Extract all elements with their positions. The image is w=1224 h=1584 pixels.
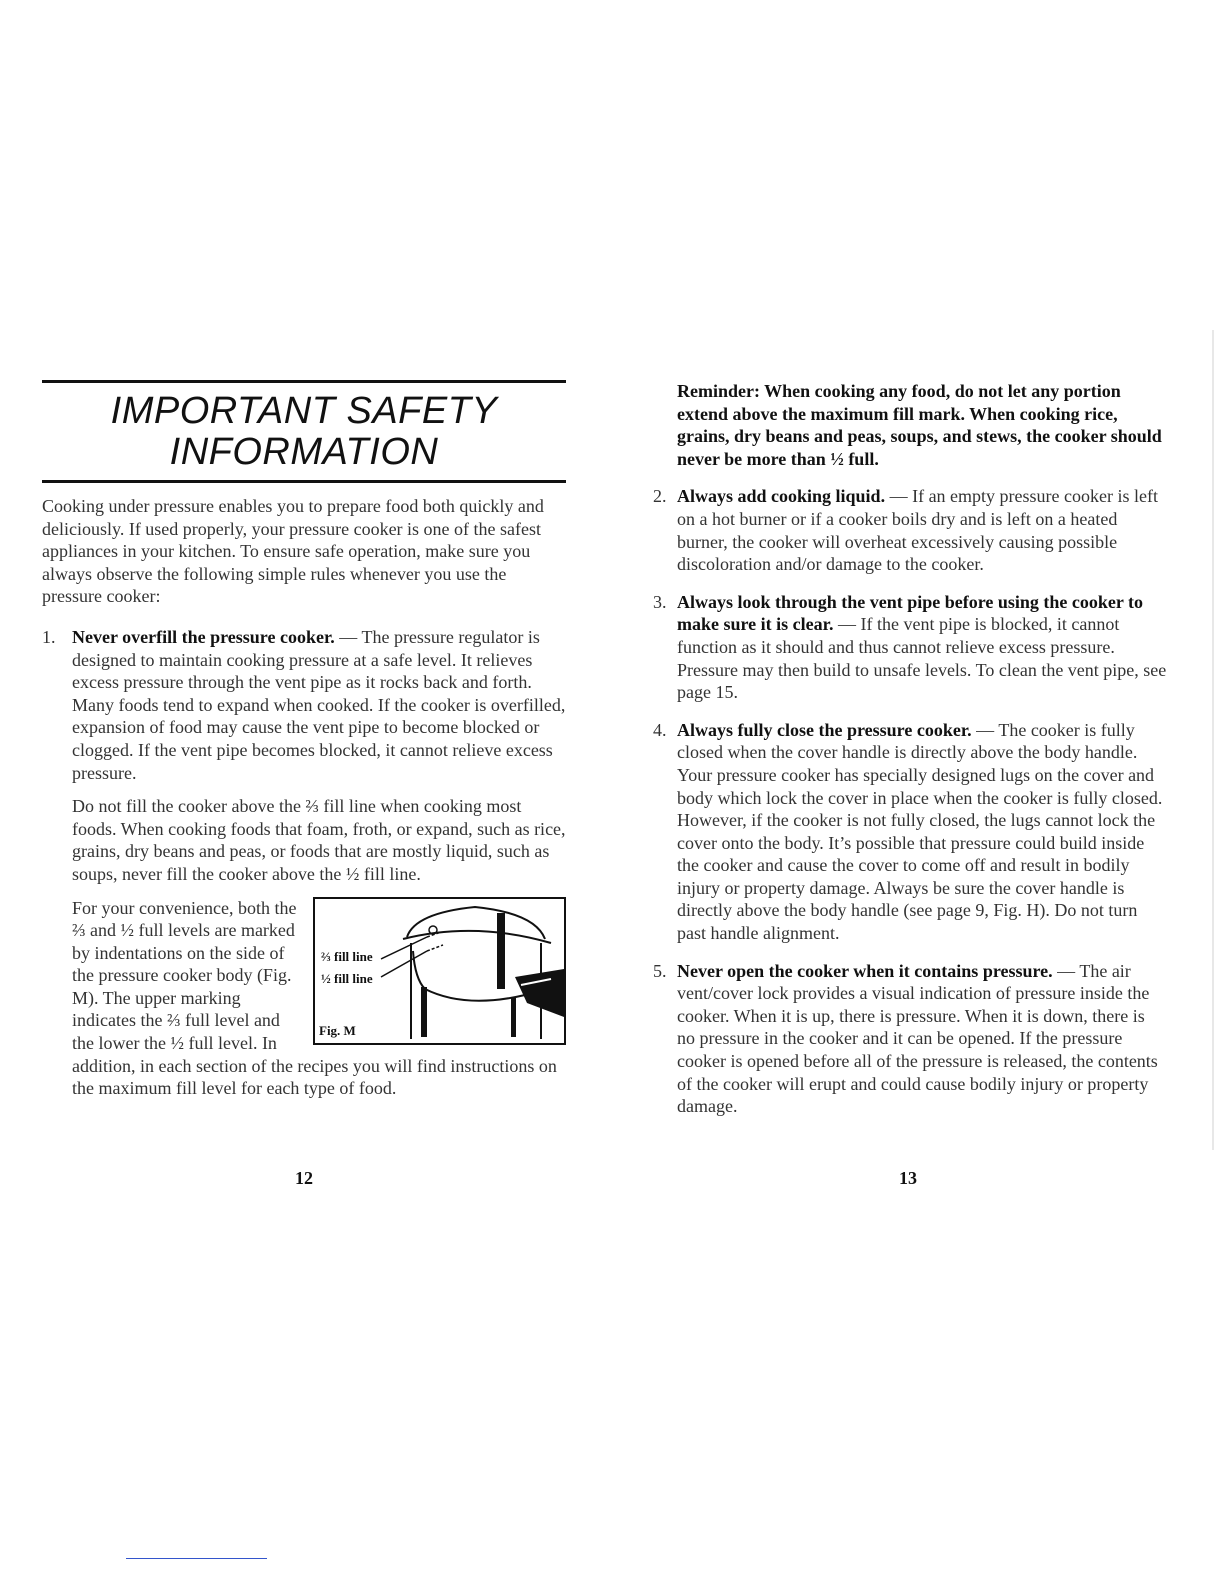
- title-line-2: INFORMATION: [169, 431, 439, 473]
- rule-number: 1.: [42, 626, 56, 647]
- rule-5-text: [677, 960, 1167, 1118]
- safety-rule-1: [42, 626, 566, 784]
- figure-m: [313, 897, 566, 1045]
- convenience-block: [72, 897, 566, 1100]
- title-bottom-rule: [42, 480, 566, 483]
- page-edge-shadow: [1212, 330, 1214, 1150]
- page-number-right: 13: [899, 1168, 917, 1188]
- safety-rule-2: [653, 485, 1167, 575]
- title-top-rule: [42, 380, 566, 383]
- rule-number: 2.: [653, 486, 667, 507]
- figure-caption: Fig. M: [319, 1022, 356, 1038]
- rule-number: 5.: [653, 960, 667, 981]
- rule-2-text: [677, 485, 1167, 575]
- intro-paragraph: Cooking under pressure enables you to prepare food both quickly and deliciously. If used properly, your pressure cooker is one of the safest appliances in your kitchen. To ensure safe operation, make sure you always observe the following simple rules whenever you use the pressure cooker:: [42, 496, 544, 607]
- safety-rule-5: [653, 960, 1167, 1118]
- rule-5-body: — The air vent/cover lock provides a visual indication of pressure inside the cooker. When it is up, there is pressure. When it is down, there is no pressure in the cooker and it can be opened. If the pressure cooker is opened before all of the pressure is released, the contents of the cooker will erupt and could cause bodily injury or property damage.: [677, 960, 1158, 1117]
- rule-1-text: [72, 626, 566, 784]
- rule-5-heading: Never open the cooker when it contains pressure.: [677, 960, 1053, 981]
- rule-4-text: [677, 719, 1167, 945]
- fill-line-paragraph: Do not fill the cooker above the ⅔ fill line when cooking most foods. When cooking foods that foam, froth, or expand, such as rice, grains, dry beans and peas, or foods that are mostly liquid, such as soups, never fill the cooker above the ½ fill line.: [72, 796, 566, 884]
- rule-number: 3.: [653, 591, 667, 612]
- footer-link-underline: [126, 1558, 267, 1559]
- rule-3-body: — If the vent pipe is blocked, it cannot function as it should and thus cannot relieve excess pressure. Pressure may then build to unsafe levels. To clean the vent pipe, see page 15.: [677, 614, 1167, 703]
- two-thirds-fill-label: ⅔ fill line: [321, 948, 373, 964]
- rule-number: 4.: [653, 719, 667, 740]
- rule-3-heading: Always look through the vent pipe before using the cooker to make sure it is clear.: [677, 591, 1144, 635]
- rule-4-heading: Always fully close the pressure cooker.: [677, 719, 972, 740]
- half-fill-label: ½ fill line: [321, 970, 373, 986]
- rule-1-body: — The pressure regulator is designed to maintain cooking pressure at a safe level. It relieves excess pressure through the vent pipe as it rocks back and forth. Many foods tend to expand when cooked. If the cooker is overfilled, expansion of food may cause the vent pipe to become blocked or clogged. If the vent pipe becomes blocked, it cannot relieve excess pressure.: [72, 626, 566, 783]
- rule-4-body: — The cooker is fully closed when the cover handle is directly above the body handle. Your pressure cooker has specially designed lugs on the cover and body which lock the cover in place when the cooker is fully closed. However, if the cooker is not fully closed, the lugs cannot lock the cover onto the body. It’s possible that pressure could build inside the cooker and cause the cover to come off and result in bodily injury or property damage. Always be sure the cover handle is directly above the body handle (see page 9, Fig. H). Do not turn past handle alignment.: [677, 719, 1163, 944]
- left-page: [42, 380, 566, 1100]
- right-page: [653, 380, 1167, 1118]
- title-line-1: IMPORTANT SAFETY: [110, 390, 498, 432]
- page-title: [42, 391, 566, 473]
- safety-rule-3: [653, 591, 1167, 704]
- convenience-paragraph: For your convenience, both the ⅔ and ½ full levels are marked by indentations on the side of the pressure cooker body (Fig. M). The upper marking indicates the ⅔ full level and the lower the ½ full level. In addition, in each section of the recipes you will find instructions on the maximum fill level for each type of food.: [72, 897, 557, 1099]
- rule-2-heading: Always add cooking liquid.: [677, 486, 886, 507]
- rule-2-body: — If an empty pressure cooker is left on a hot burner or if a cooker boils dry and is left on a heated burner, the cooker will overheat excessively causing possible discoloration and/or damage to the cooker.: [677, 486, 1158, 575]
- rule-1-heading: Never overfill the pressure cooker.: [72, 626, 335, 647]
- safety-rule-4: [653, 719, 1167, 945]
- page-number-left: 12: [295, 1168, 313, 1188]
- rule-3-text: [677, 591, 1167, 704]
- reminder-note: Reminder: When cooking any food, do not let any portion extend above the maximum fill mark. When cooking rice, grains, dry beans and peas, soups, and stews, the cooker should never be more than ½ full.: [677, 381, 1162, 469]
